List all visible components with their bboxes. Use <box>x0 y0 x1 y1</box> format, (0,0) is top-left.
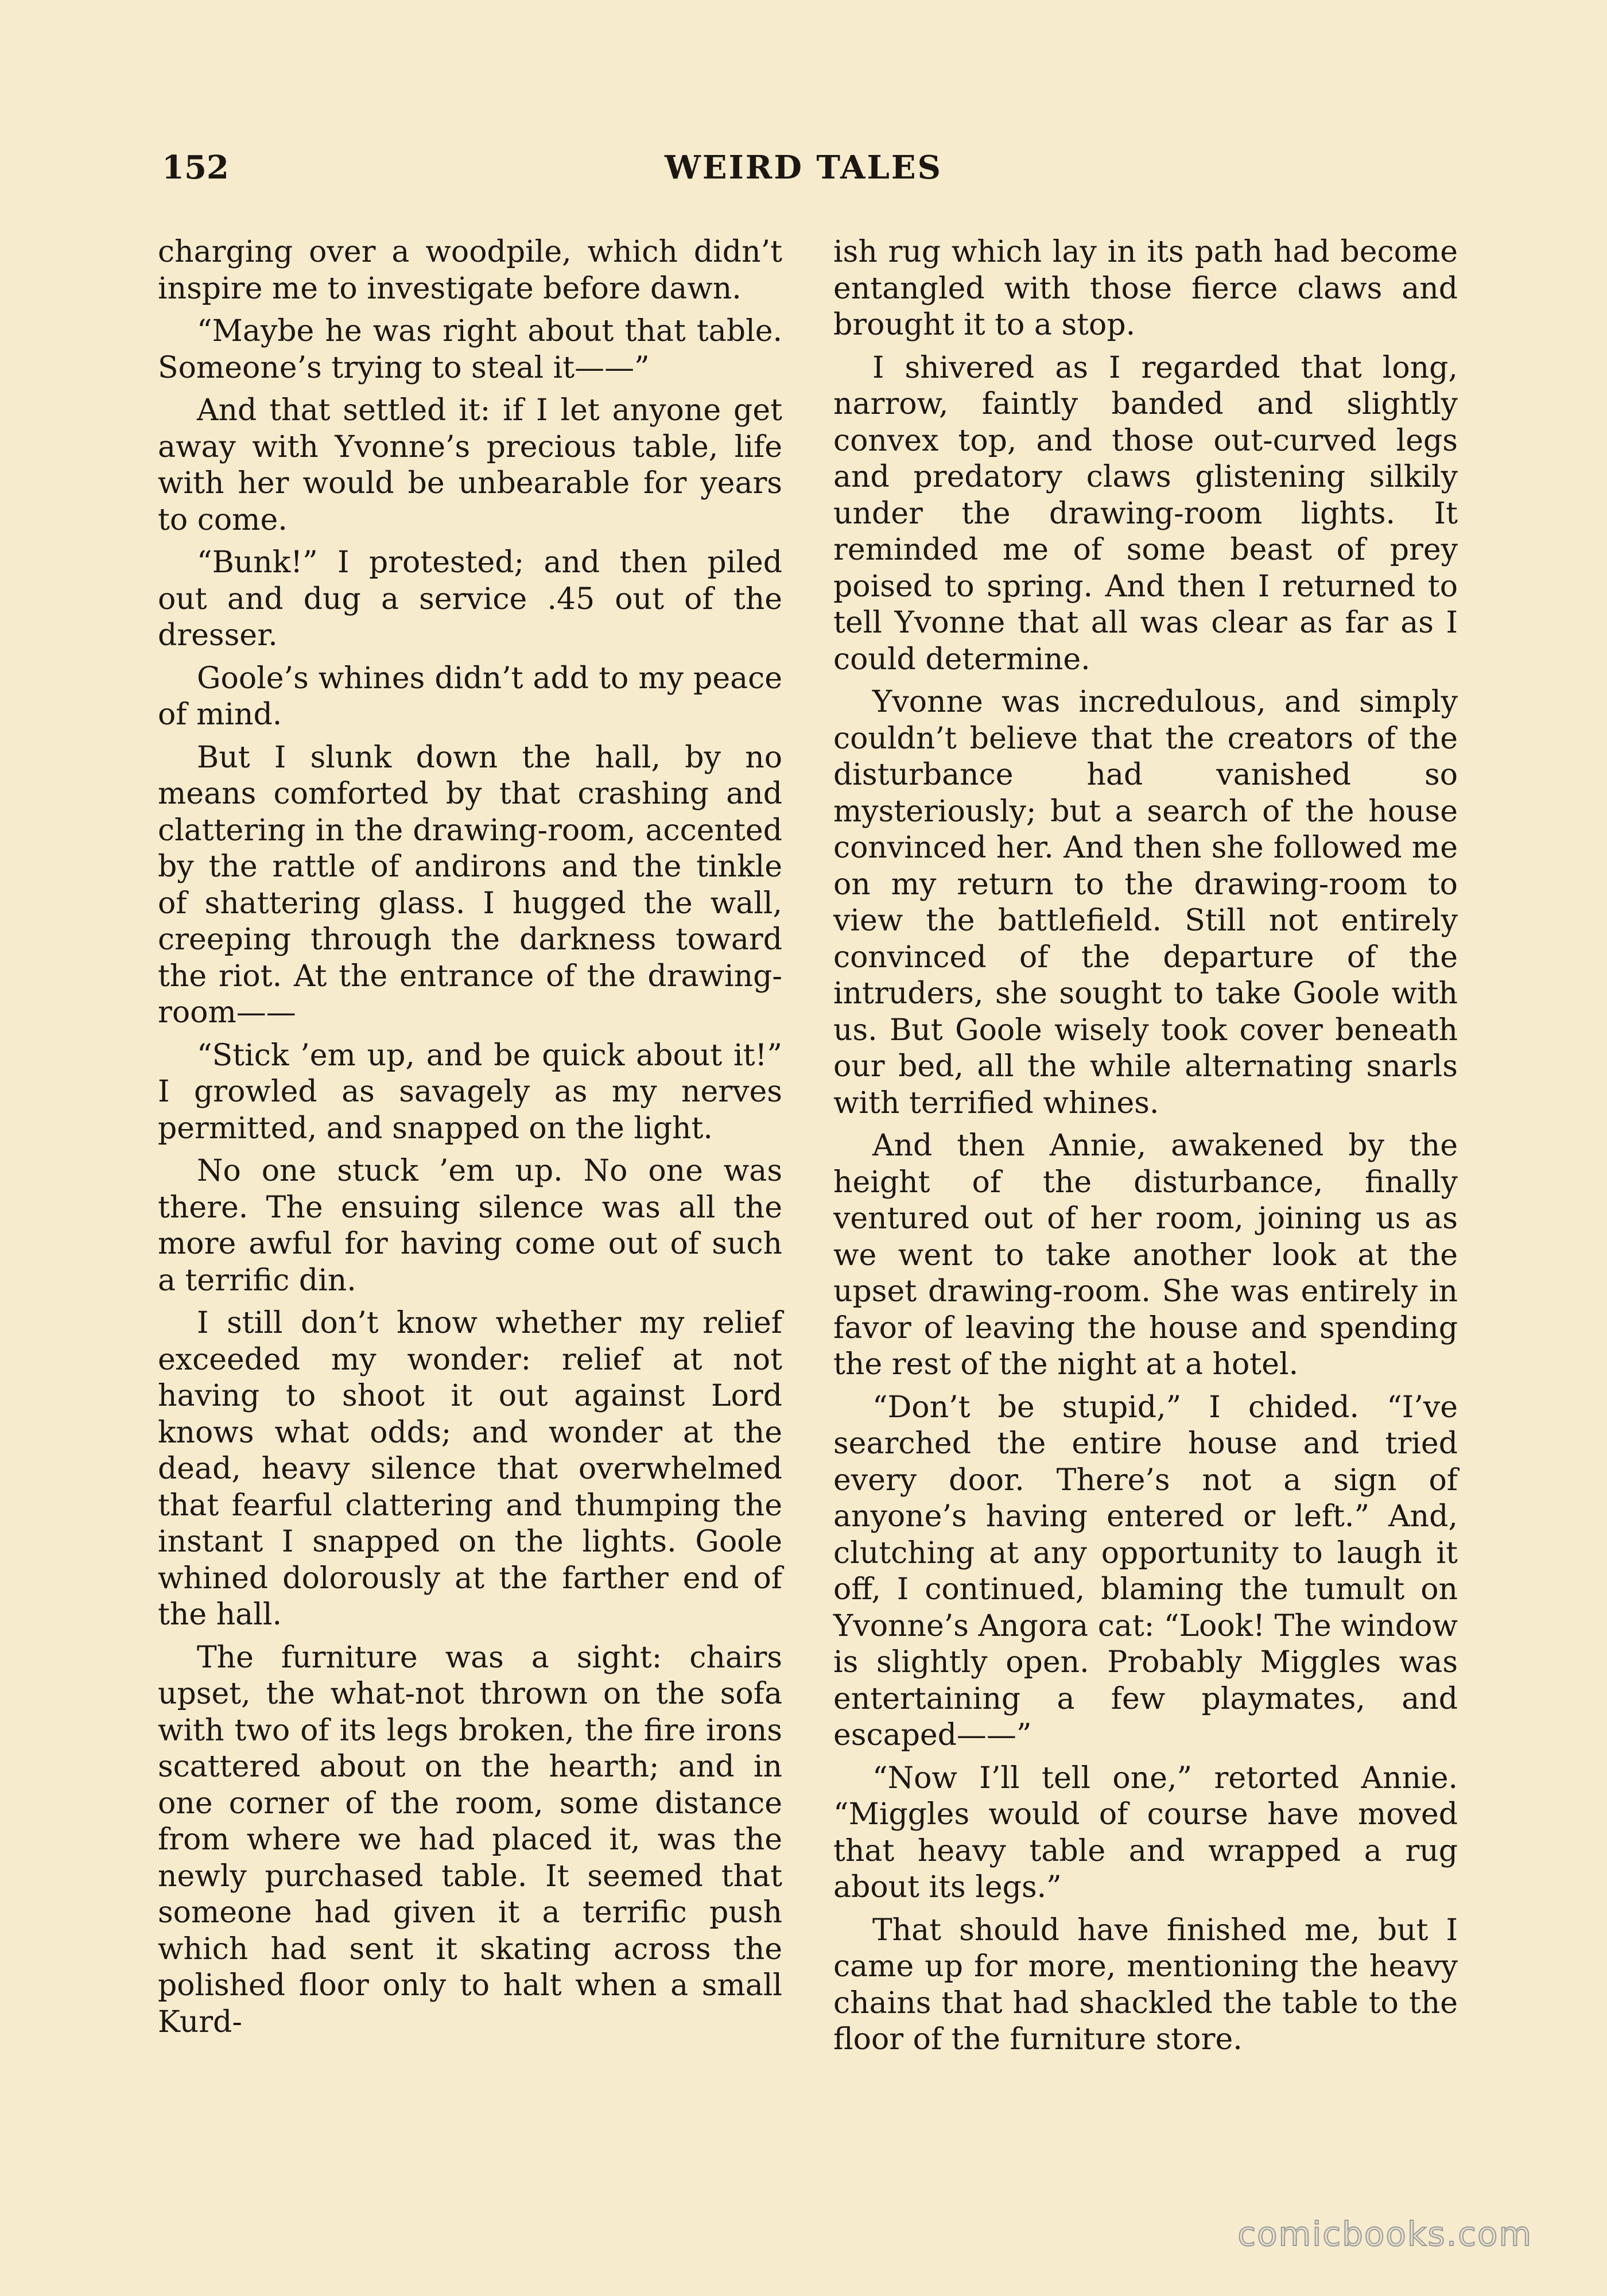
left-column <box>158 234 782 2047</box>
source-watermark: comicbooks.com <box>1237 2214 1532 2254</box>
paragraph: “Stick ’em up, and be quick about it!” I growled as savagely as my nerves permitted, and snapped on the light. <box>158 1038 782 1146</box>
running-head-title: WEIRD TALES <box>665 149 942 187</box>
right-column <box>833 234 1458 2065</box>
paragraph: “Maybe he was right about that table. Someone’s trying to steal it——” <box>158 314 782 385</box>
page-number: 152 <box>162 149 229 187</box>
paragraph: No one stuck ’em up. No one was there. The ensuing silence was all the more awful for having come out of such a terrific din. <box>158 1154 782 1298</box>
paragraph: And that settled it: if I let anyone get away with Yvonne’s precious table, life with her would be unbearable for years to come. <box>158 393 782 537</box>
paragraph: But I slunk down the hall, by no means comforted by that crashing and clattering in the drawing-room, accented by the rattle of andirons and the tinkle of shattering glass. I hugged the wall, creeping through the darkness toward the riot. At the entrance of the drawing-room—— <box>158 740 782 1030</box>
paragraph: “Now I’ll tell one,” retorted Annie. “Miggles would of course have moved that heavy table and wrapped a rug about its legs.” <box>833 1760 1458 1905</box>
paragraph: Yvonne was incredulous, and simply couldn’t believe that the creators of the disturbance had vanished so mysteriously; but a search of the house convinced her. And then she followed me on my return to the drawing-room to view the battlefield. Still not entirely convinced of the departure of the intruders, she sought to take Goole with us. But Goole wisely took cover beneath our bed, all the while alternating snarls with terrified whines. <box>833 685 1458 1120</box>
paragraph: That should have finished me, but I came up for more, mentioning the heavy chains that had shackled the table to the floor of the furniture store. <box>833 1913 1458 2057</box>
paragraph: I still don’t know whether my relief exceeded my wonder: relief at not having to shoot it out against Lord knows what odds; and wonder at the dead, heavy silence that overwhelmed that fearful clattering and thumping the instant I snapped on the lights. Goole whined dolorously at the farther end of the hall. <box>158 1306 782 1632</box>
paragraph: “Bunk!” I protested; and then piled out and dug a service .45 out of the dresser. <box>158 545 782 653</box>
paragraph: charging over a woodpile, which didn’t inspire me to investigate before dawn. <box>158 235 782 306</box>
paragraph: And then Annie, awakened by the height of the disturbance, finally ventured out of her room, joining us as we went to take another look at the upset drawing-room. She was entirely in favor of leaving the house and spending the rest of the night at a hotel. <box>833 1128 1458 1382</box>
paragraph: The furniture was a sight: chairs upset, the what-not thrown on the sofa with two of its legs broken, the fire irons scattered about on the hearth; and in one corner of the room, some distance from where we had placed it, was the newly purchased table. It seemed that someone had given it a terrific push which had sent it skating across the polished floor only to halt when a small Kurd- <box>158 1640 782 2039</box>
paragraph: I shivered as I regarded that long, narrow, faintly banded and slightly convex top, and those out-curved legs and predatory claws glistening silkily under the drawing-room lights. It reminded me of some beast of prey poised to spring. And then I returned to tell Yvonne that all was clear as far as I could determine. <box>833 350 1458 677</box>
paragraph: Goole’s whines didn’t add to my peace of mind. <box>158 661 782 732</box>
paragraph: ish rug which lay in its path had become entangled with those fierce claws and brought it to a stop. <box>833 235 1458 342</box>
paragraph: “Don’t be stupid,” I chided. “I’ve searched the entire house and tried every door. There’s not a sign of anyone’s having entered or left.” And, clutching at any opportunity to laugh it off, I continued, blaming the tumult on Yvonne’s Angora cat: “Look! The window is slightly open. Probably Miggles was entertaining a few playmates, and escaped——” <box>833 1390 1458 1752</box>
